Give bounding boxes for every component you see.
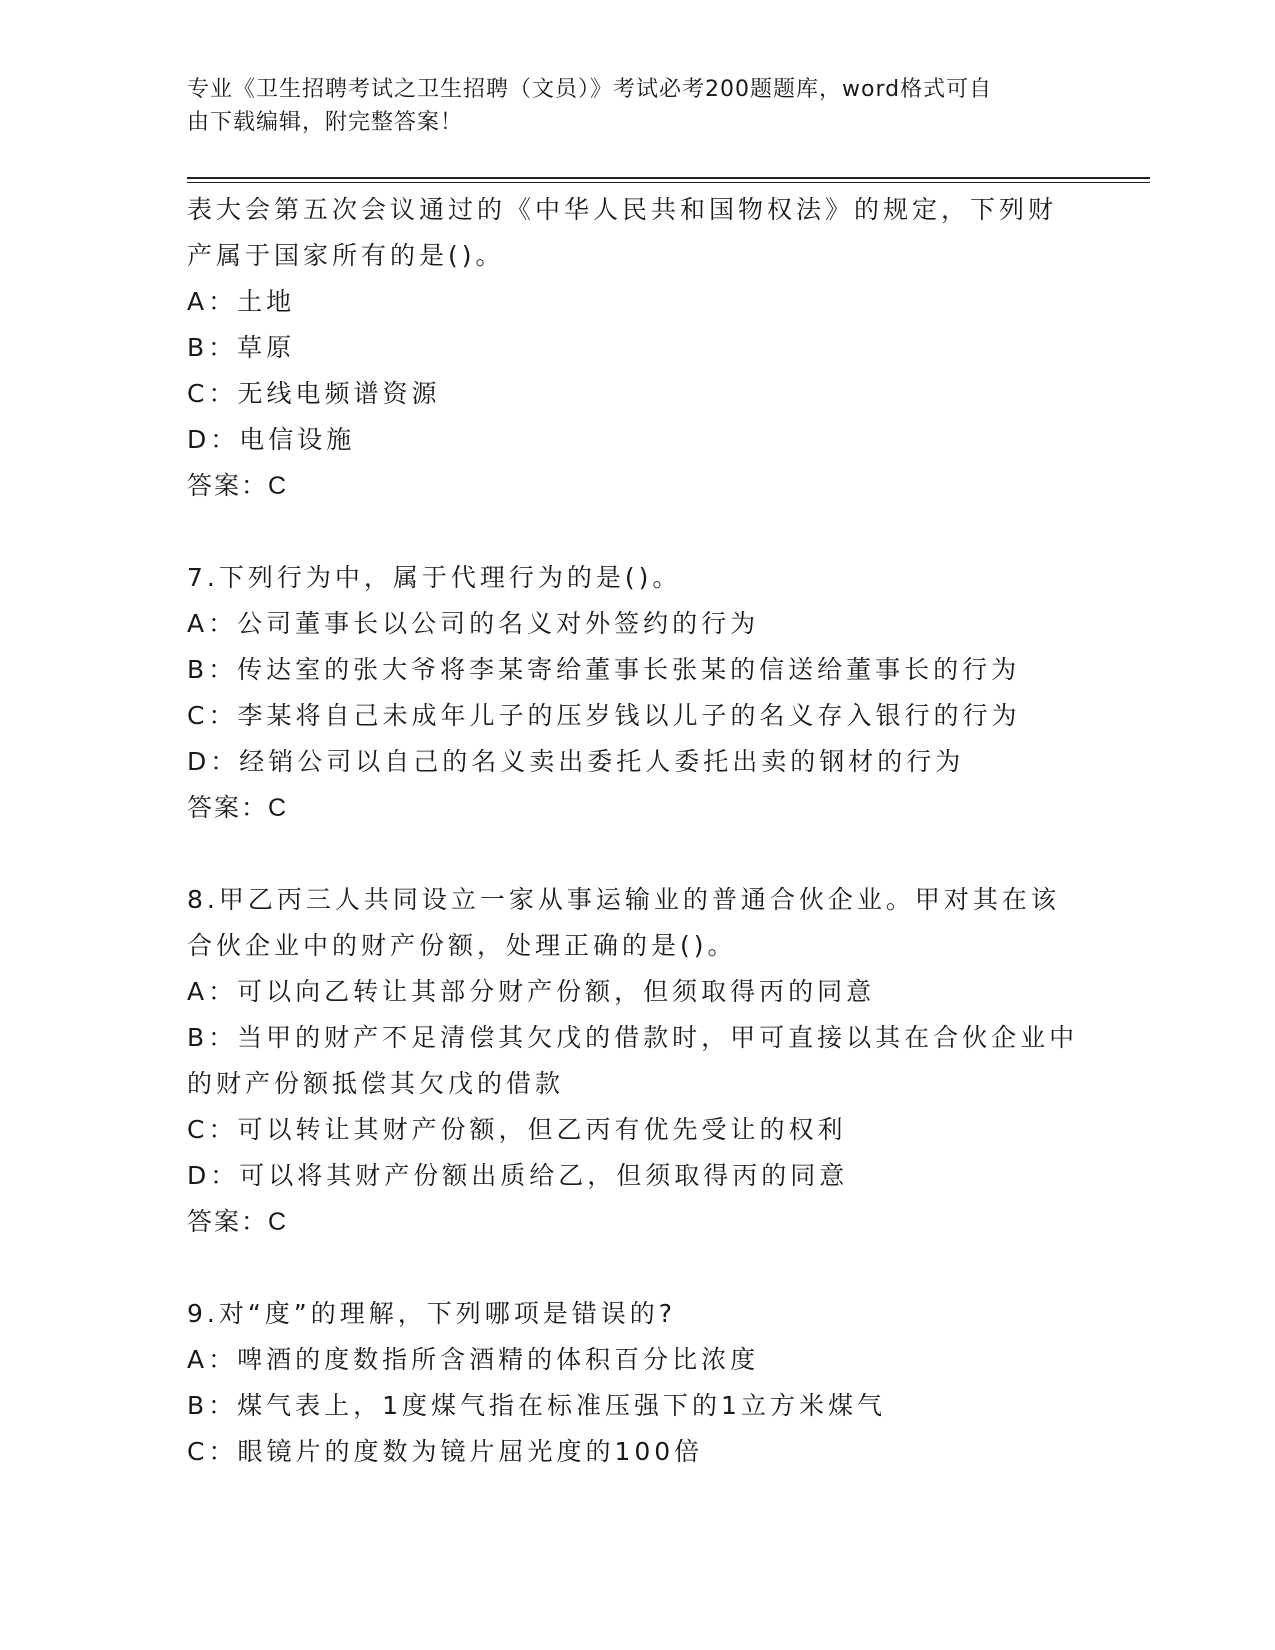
option-b: B：煤气表上，1度煤气指在标准压强下的1立方米煤气 — [187, 1391, 886, 1420]
option-a: A：可以向乙转让其部分财产份额，但须取得丙的同意 — [187, 977, 876, 1006]
question-list — [187, 187, 1087, 1475]
question-stem: 9.对“度”的理解，下列哪项是错误的? — [187, 1299, 677, 1328]
option-a: A：啤酒的度数指所含酒精的体积百分比浓度 — [187, 1345, 760, 1374]
answer-line: 答案：C — [187, 472, 289, 500]
option-c: C：眼镜片的度数为镜片屈光度的100倍 — [187, 1437, 704, 1466]
option-b: B：传达室的张大爷将李某寄给董事长张某的信送给董事长的行为 — [187, 655, 1021, 684]
option-c: C：可以转让其财产份额，但乙丙有优先受让的权利 — [187, 1115, 847, 1144]
question-6 — [187, 187, 1087, 509]
spacer — [187, 831, 1087, 877]
question-stem: 8.甲乙丙三人共同设立一家从事运输业的普通合伙企业。甲对其在该 — [187, 885, 1060, 914]
question-stem: 7.下列行为中，属于代理行为的是()。 — [187, 563, 682, 592]
header-divider-thick — [187, 177, 1150, 179]
option-d: D：电信设施 — [187, 425, 356, 454]
option-c: C：无线电频谱资源 — [187, 379, 441, 408]
question-7 — [187, 555, 1087, 831]
question-stem: 表大会第五次会议通过的《中华人民共和国物权法》的规定，下列财 — [187, 195, 1058, 224]
spacer — [187, 1245, 1087, 1291]
question-stem: 合伙企业中的财产份额，处理正确的是()。 — [187, 931, 737, 960]
option-d: D：可以将其财产份额出质给乙，但须取得丙的同意 — [187, 1161, 849, 1190]
header-line-2: 由下载编辑，附完整答案！ — [187, 110, 464, 135]
answer-line: 答案：C — [187, 794, 289, 822]
header-line-1: 专业《卫生招聘考试之卫生招聘（文员）》考试必考200题题库，word格式可自 — [187, 77, 993, 102]
option-b: B：草原 — [187, 333, 296, 362]
question-9 — [187, 1291, 1087, 1475]
option-b-continued: 的财产份额抵偿其欠戊的借款 — [187, 1069, 565, 1098]
question-8 — [187, 877, 1087, 1245]
spacer — [187, 509, 1087, 555]
header-divider-thin — [187, 182, 1150, 183]
option-a: A：土地 — [187, 287, 296, 316]
option-c: C：李某将自己未成年儿子的压岁钱以儿子的名义存入银行的行为 — [187, 701, 1021, 730]
answer-line: 答案：C — [187, 1208, 289, 1236]
question-stem: 产属于国家所有的是()。 — [187, 241, 505, 270]
option-b: B：当甲的财产不足清偿其欠戊的借款时，甲可直接以其在合伙企业中 — [187, 1023, 1079, 1052]
document-header — [187, 73, 1067, 139]
option-a: A：公司董事长以公司的名义对外签约的行为 — [187, 609, 760, 638]
option-d: D：经销公司以自己的名义卖出委托人委托出卖的钢材的行为 — [187, 747, 965, 776]
